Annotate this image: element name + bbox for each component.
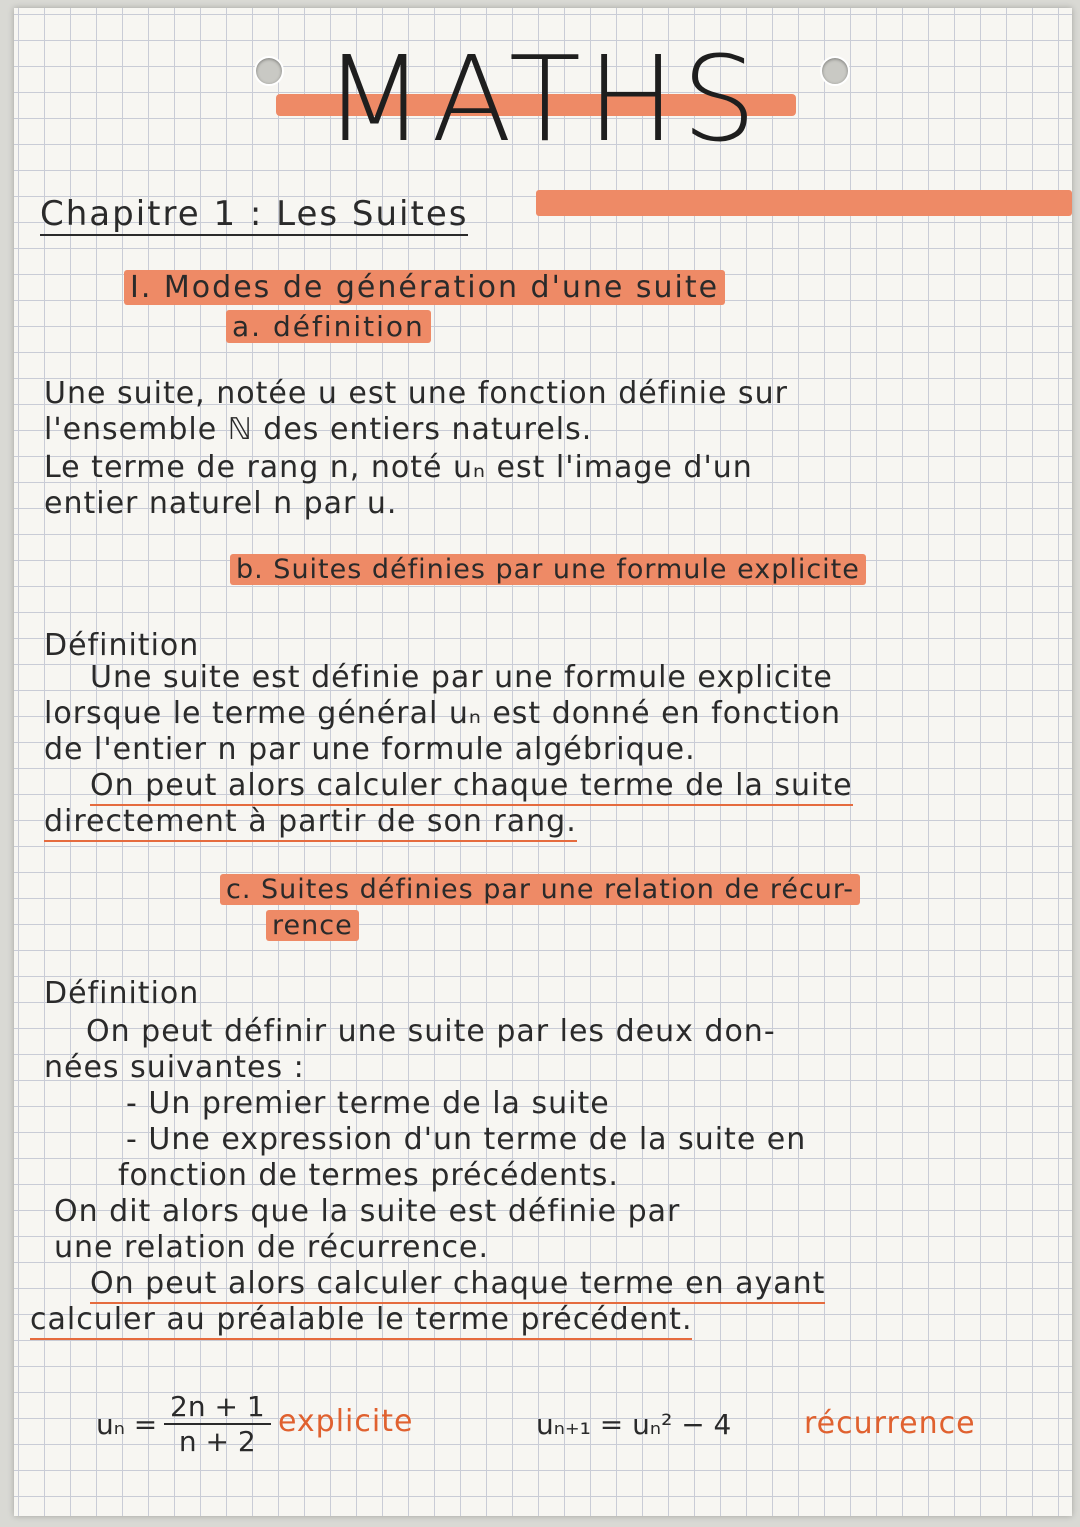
chapter-heading: Chapitre 1 : Les Suites bbox=[40, 194, 469, 234]
paragraph-a-line-1: Une suite, notée u est une fonction définie sur bbox=[44, 376, 788, 411]
paragraph-b-line-2: lorsque le terme général uₙ est donné en fonction bbox=[44, 696, 842, 731]
subheading-b: b. Suites définies par une formule explicite bbox=[230, 554, 866, 585]
chapter-highlight bbox=[536, 190, 1072, 216]
paragraph-b-line-4: On peut alors calculer chaque terme de la suite bbox=[90, 768, 853, 806]
fraction-denominator: n + 2 bbox=[178, 1425, 256, 1458]
fraction-numerator: 2n + 1 bbox=[164, 1390, 271, 1425]
definition-b-label: Définition bbox=[44, 628, 200, 663]
paragraph-a-line-4: entier naturel n par u. bbox=[44, 486, 398, 521]
paragraph-b-line-3: de l'entier n par une formule algébrique. bbox=[44, 732, 696, 767]
recurrence-label: récurrence bbox=[804, 1406, 976, 1441]
paragraph-b-line-5: directement à partir de son rang. bbox=[44, 804, 577, 842]
paragraph-b-line-1: Une suite est définie par une formule explicite bbox=[90, 660, 833, 695]
paragraph-a-line-2: l'ensemble ℕ des entiers naturels. bbox=[44, 412, 593, 447]
paragraph-c-line-2: nées suivantes : bbox=[44, 1050, 305, 1085]
paragraph-c-line-7: une relation de récurrence. bbox=[54, 1230, 489, 1265]
notebook-page bbox=[14, 8, 1072, 1516]
subheading-a: a. définition bbox=[226, 310, 431, 343]
paragraph-c-line-9: calculer au préalable le terme précédent. bbox=[30, 1302, 692, 1340]
subheading-c-line-2: rence bbox=[266, 910, 359, 941]
paragraph-c-line-8: On peut alors calculer chaque terme en ayant bbox=[90, 1266, 825, 1304]
page-title: MATHS bbox=[323, 30, 763, 168]
section-heading-I: I. Modes de génération d'une suite bbox=[124, 270, 725, 305]
explicit-formula-fraction bbox=[164, 1390, 271, 1458]
definition-c-label: Définition bbox=[44, 976, 200, 1011]
paragraph-c-line-3: - Un premier terme de la suite bbox=[126, 1086, 610, 1121]
subheading-c-line-1: c. Suites définies par une relation de récur- bbox=[220, 874, 860, 905]
explicit-label: explicite bbox=[278, 1404, 414, 1439]
paragraph-c-line-6: On dit alors que la suite est définie par bbox=[54, 1194, 681, 1229]
paragraph-c-line-5: fonction de termes précédents. bbox=[118, 1158, 619, 1193]
paragraph-c-line-4: - Une expression d'un terme de la suite en bbox=[126, 1122, 807, 1157]
paragraph-c-line-1: On peut définir une suite par les deux don- bbox=[86, 1014, 776, 1049]
paragraph-a-line-3: Le terme de rang n, noté uₙ est l'image d'un bbox=[44, 450, 753, 485]
explicit-formula-lhs: uₙ = bbox=[96, 1408, 158, 1441]
recurrence-formula: uₙ₊₁ = uₙ² − 4 bbox=[536, 1408, 732, 1441]
